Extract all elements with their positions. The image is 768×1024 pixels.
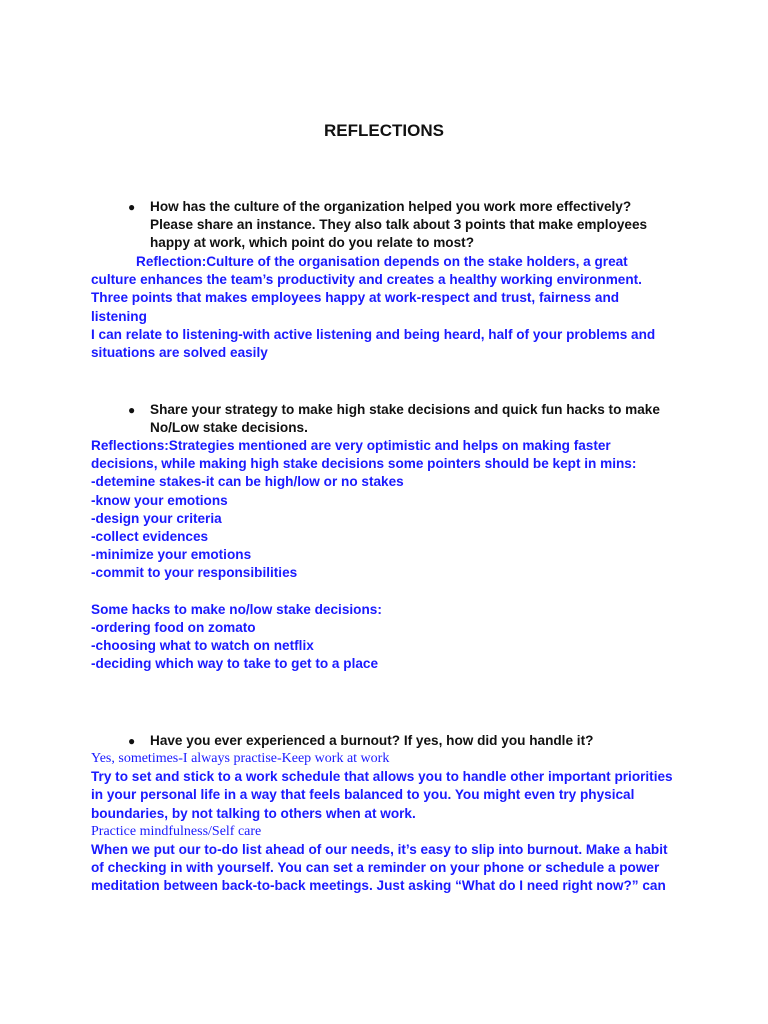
answer-2 [91,437,691,673]
answer-line: -know your emotions [91,492,228,508]
question-line: Share your strategy to make high stake decisions and quick fun hacks to make [150,402,660,417]
answer-line: listening [91,308,147,324]
answer-line: meditation between back-to-back meetings. Just asking “What do I need right now?” can [91,878,666,894]
hacks-line: -deciding which way to take to get to a place [91,656,379,672]
answer-line: boundaries, by not talking to others when at work. [91,805,416,821]
question-1 [128,198,688,253]
answer-line: Reflections:Strategies mentioned are very optimistic and helps on making faster [91,438,611,453]
answer-line: -commit to your responsibilities [91,565,298,581]
answer-line: decisions, while making high stake decisions some pointers should be kept in mins: [91,456,637,472]
hacks-line: -choosing what to watch on netflix [91,638,314,654]
answer-line: culture enhances the team’s productivity and creates a healthy working environment. [91,272,642,288]
answer-line: in your personal life in a way that feels balanced to you. You might even try physical [91,787,635,803]
bullet-icon: ● [128,200,136,214]
hacks-line: Some hacks to make no/low stake decisions: [91,601,382,617]
answer-line: -collect evidences [91,529,209,545]
answer-line: I can relate to listening-with active listening and being heard, half of your problems and [91,326,656,342]
answer-line: Practice mindfulness/Self care [91,823,262,839]
answer-line: When we put our to-do list ahead of our needs, it’s easy to slip into burnout. Make a habit [91,842,668,858]
spacer [91,583,691,601]
answer-3 [91,750,691,896]
question-line: How has the culture of the organization helped you work more effectively? [150,199,632,214]
answer-line: situations are solved easily [91,345,268,361]
question-line: Have you ever experienced a burnout? If yes, how did you handle it? [150,733,594,748]
hacks-line: -ordering food on zomato [91,619,256,635]
question-line: Please share an instance. They also talk about 3 points that make employees [150,217,648,233]
page-title: REFLECTIONS [324,121,444,140]
answer-line: Reflection:Culture of the organisation depends on the stake holders, a great [136,254,628,269]
answer-line: Yes, sometimes-I always practise-Keep work at work [91,751,390,766]
answer-line: -minimize your emotions [91,547,252,563]
answer-1 [91,253,691,362]
answer-line: Try to set and stick to a work schedule that allows you to handle other important priorities [91,769,673,785]
bullet-icon: ● [128,403,136,417]
answer-line: of checking in with yourself. You can set a reminder on your phone or schedule a power [91,860,660,876]
question-line: happy at work, which point do you relate to most? [150,235,475,251]
question-line: No/Low stake decisions. [150,420,308,436]
bullet-icon: ● [128,734,136,748]
question-3 [128,732,688,750]
answer-line: Three points that makes employees happy at work-respect and trust, fairness and [91,290,620,306]
question-2 [128,401,688,437]
answer-line: -detemine stakes-it can be high/low or no stakes [91,474,404,490]
answer-line: -design your criteria [91,510,222,526]
